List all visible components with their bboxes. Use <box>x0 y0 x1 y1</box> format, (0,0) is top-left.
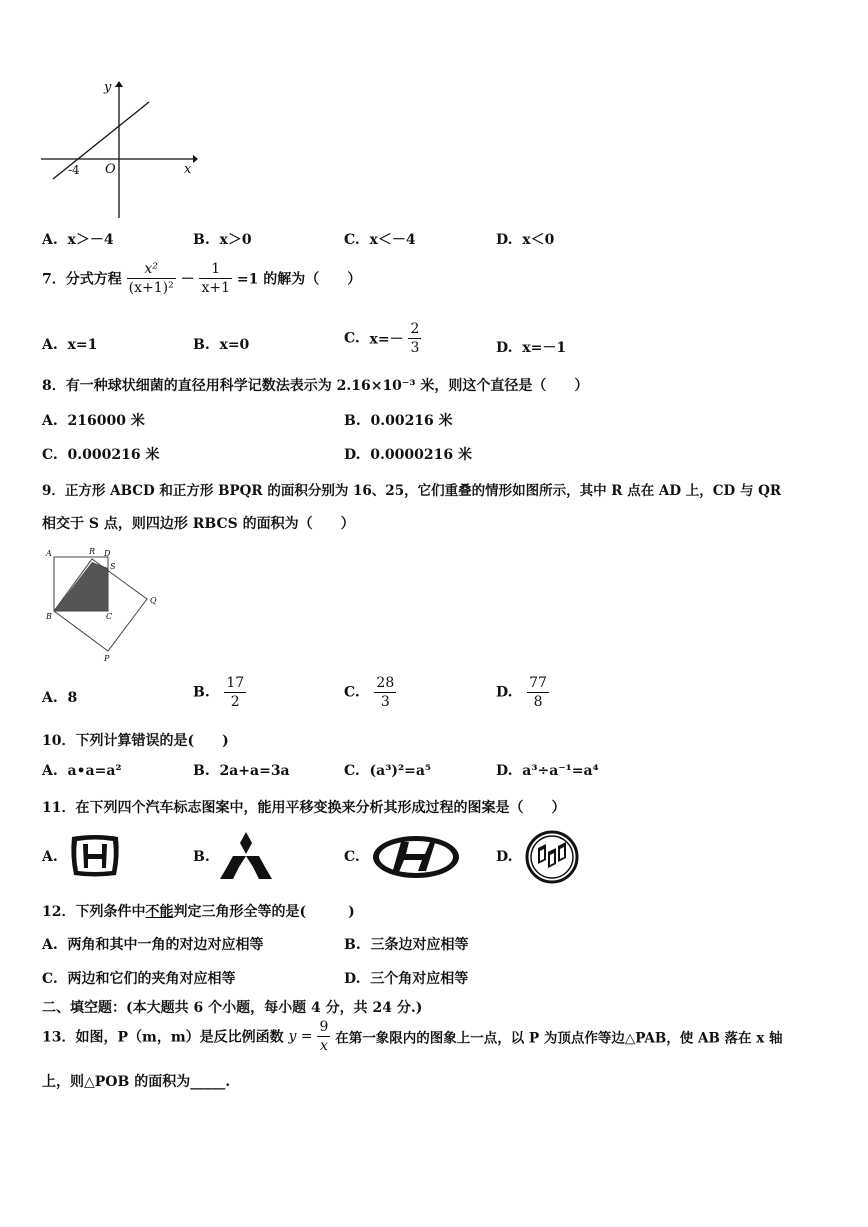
mitsubishi-logo-icon <box>218 830 274 882</box>
q7-option-b[interactable]: B. x=0 <box>193 337 250 353</box>
q10-option-b[interactable]: B. 2a+a=3a <box>193 763 290 779</box>
q12-option-a[interactable]: A. 两角和其中一角的对边对应相等 <box>42 937 264 953</box>
q8-option-d[interactable]: D. 0.0000216 米 <box>344 447 472 463</box>
q9-squares-figure <box>44 548 162 666</box>
q12-option-c[interactable]: C. 两边和它们的夹角对应相等 <box>42 971 236 987</box>
graph-x-label: x <box>184 162 192 177</box>
fig-label-p: P <box>104 654 110 663</box>
q12-option-b[interactable]: B. 三条边对应相等 <box>344 937 469 953</box>
q13-stem-line2: 上，则△POB 的面积为_____. <box>42 1074 231 1090</box>
q7-fraction-1: $\frac{\text{x²}}{\text{(x+1)²}}$ <box>128 261 174 296</box>
hyundai-logo-icon <box>371 834 461 880</box>
q9-option-a[interactable]: A. 8 <box>42 690 78 706</box>
q10-option-c[interactable]: C. (a³)²=a⁵ <box>344 763 432 779</box>
fig-label-c: C <box>106 612 113 621</box>
graph-y-label: y <box>104 80 112 95</box>
buick-logo-icon <box>525 830 579 884</box>
q8-option-a[interactable]: A. 216000 米 <box>42 413 145 429</box>
q6-option-a[interactable]: A. x＞－4 <box>42 232 114 248</box>
q11-stem: 11．在下列四个汽车标志图案中，能用平移变换来分析其形成过程的图案是（ ） <box>42 800 566 816</box>
fig-label-b: B <box>46 612 52 621</box>
q8-option-c[interactable]: C. 0.000216 米 <box>42 447 160 463</box>
q10-stem: 10．下列计算错误的是( ) <box>42 733 229 749</box>
q12-option-d[interactable]: D. 三个角对应相等 <box>344 971 469 987</box>
q13-stem-line1: 13．如图，P（m，m）是反比例函数 y = $\frac{9}{x}$ 在第一象限内的图象上一点，以 P 为顶点作等边△PAB，使 AB 落在 x 轴 <box>42 1019 783 1054</box>
q6-option-b[interactable]: B. x＞0 <box>193 232 252 248</box>
graph-neg4-label: -4 <box>68 163 80 177</box>
q6-line-graph <box>38 78 198 223</box>
fig-label-a: A <box>46 549 52 558</box>
q9-option-d[interactable]: D. $\frac{77}{8}$ <box>496 675 547 710</box>
section-2-heading: 二、填空题：(本大题共 6 个小题，每小题 4 分，共 24 分.) <box>42 1000 423 1016</box>
q7-option-a[interactable]: A. x=1 <box>42 337 98 353</box>
q12-stem: 12．下列条件中不能判定三角形全等的是( ) <box>42 904 355 920</box>
q7-stem: 7．分式方程 $\frac{\text{x²}}{\text{(x+1)²}}$ － $\frac{1}{x+1}$ =1 的解为（ ） <box>42 261 362 296</box>
q7-option-c[interactable]: C. x=－ $\frac{2}{3}$ <box>344 321 420 356</box>
q10-option-d[interactable]: D. a³÷a⁻¹=a⁴ <box>496 763 599 779</box>
q7-fraction-2: $\frac{1}{x+1}$ <box>201 261 230 296</box>
q12-underlined-text: 不能 <box>145 904 174 920</box>
q9-stem-line2: 相交于 S 点，则四边形 RBCS 的面积为（ ） <box>42 516 355 532</box>
q9-option-b[interactable]: B. $\frac{17}{2}$ <box>193 675 245 710</box>
graph-origin-label: O <box>105 162 116 177</box>
q11-option-a[interactable]: A. <box>42 849 58 865</box>
q7-option-d[interactable]: D. x=－1 <box>496 340 567 356</box>
fig-label-s: S <box>110 562 116 571</box>
q11-option-d[interactable]: D. <box>496 849 513 865</box>
q8-stem: 8．有一种球状细菌的直径用科学记数法表示为 2.16×10⁻³ 米，则这个直径是（ ） <box>42 378 589 394</box>
honda-logo-icon <box>69 833 121 879</box>
q8-option-b[interactable]: B. 0.00216 米 <box>344 413 453 429</box>
q11-option-b[interactable]: B. <box>193 849 210 865</box>
q9-option-c[interactable]: C. $\frac{28}{3}$ <box>344 675 395 710</box>
fig-label-r: R <box>89 547 96 556</box>
q6-option-d[interactable]: D. x＜0 <box>496 232 555 248</box>
q9-stem-line1: 9．正方形 ABCD 和正方形 BPQR 的面积分别为 16、25，它们重叠的情形如图所示，其中 R 点在 AD 上，CD 与 QR <box>42 483 782 499</box>
q11-option-c[interactable]: C. <box>344 849 360 865</box>
fig-label-d: D <box>104 549 111 558</box>
q10-option-a[interactable]: A. a•a=a² <box>42 763 122 779</box>
q6-option-c[interactable]: C. x＜－4 <box>344 232 416 248</box>
fig-label-q: Q <box>150 596 157 605</box>
